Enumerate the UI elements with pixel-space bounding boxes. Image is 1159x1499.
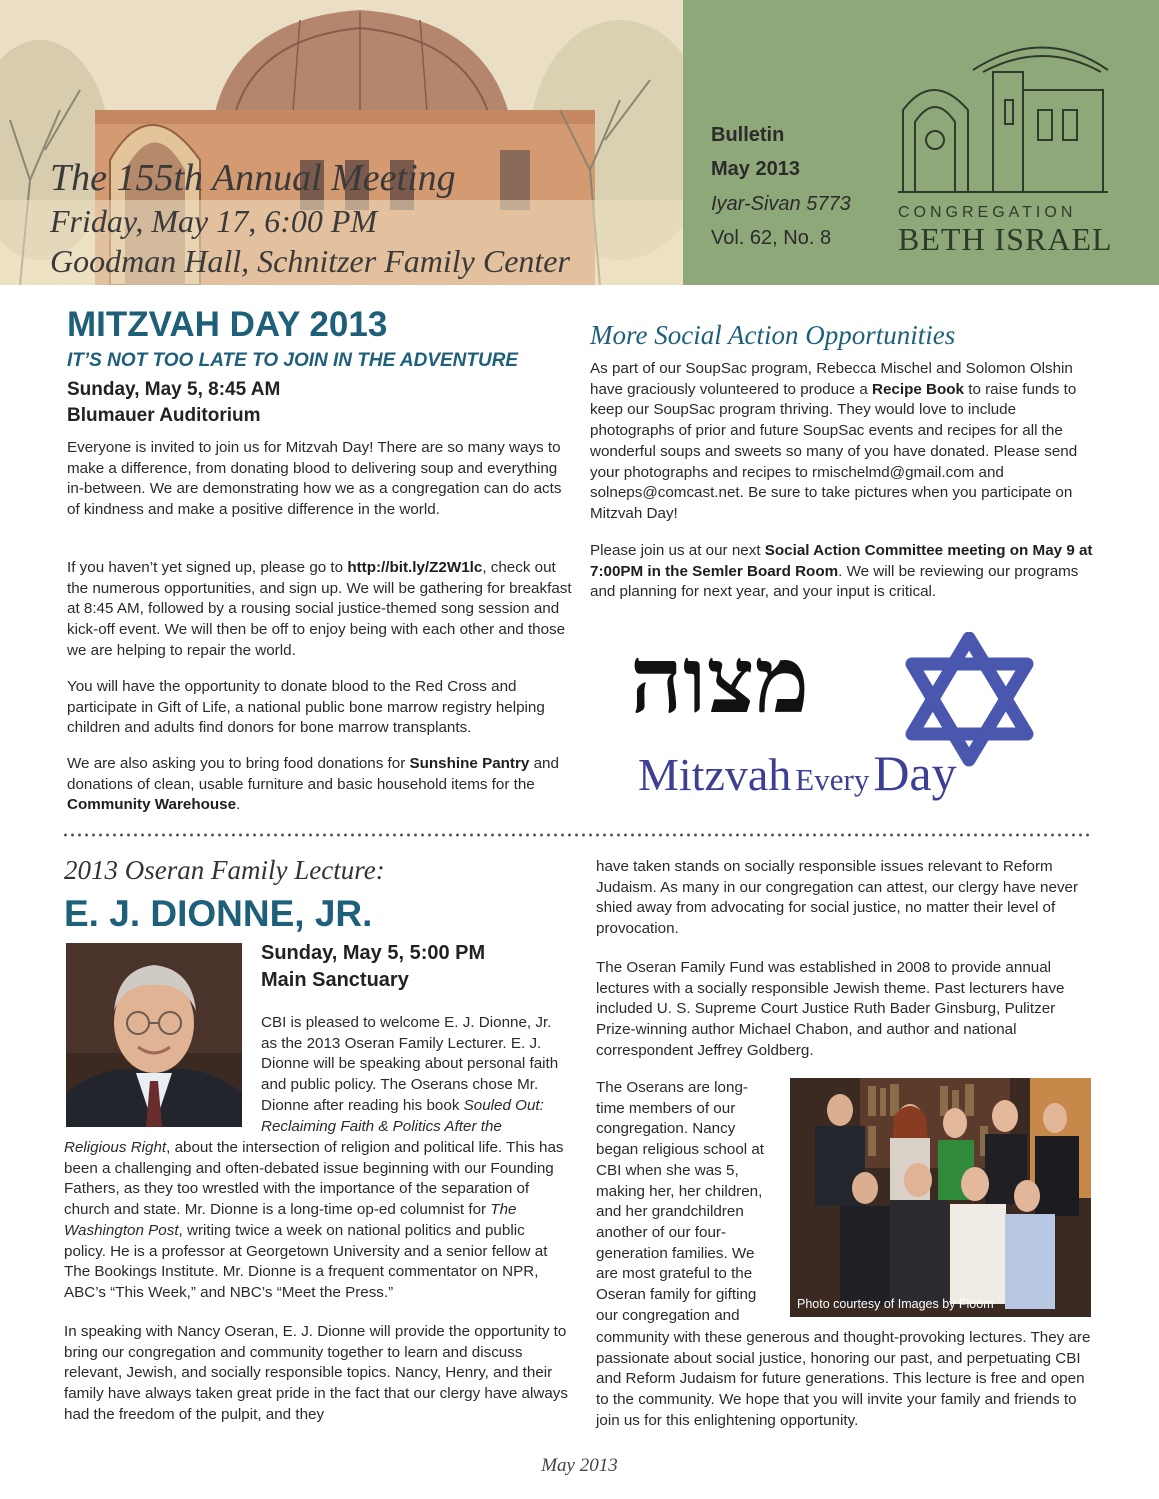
sunshine-pantry: Sunshine Pantry: [409, 755, 530, 772]
text-run: Please join us at our next: [590, 542, 765, 559]
mitzvah-every-day-logo: [630, 626, 1050, 807]
meeting-datetime: Friday, May 17, 6:00 PM: [50, 203, 378, 239]
volume-number: Vol. 62, No. 8: [711, 227, 832, 249]
dionne-portrait: [66, 943, 242, 1127]
oseran-family-photo: [790, 1078, 1091, 1317]
lecture-paragraph-1-top: [261, 1013, 561, 1137]
mitzvah-day-subtitle: IT’S NOT TOO LATE TO JOIN IN THE ADVENTURE: [67, 350, 519, 371]
text-run: . We will be reviewing our programs and planning for next year, and your input is critical.: [590, 562, 1079, 601]
logo-word-day: Day: [873, 745, 957, 801]
photo-credit: Photo courtesy of Images by Floom: [797, 1297, 994, 1311]
hebrew-mitzvah-word: מצוה: [630, 626, 810, 734]
text-run: , about the intersection of religion and political life. This has been a challenging and often-debated issue beginning with our Founding Fathers, as they too wrestled with the importance of the separation of church and state. Mr. Dionne is a long-time op-ed columnist for: [64, 1139, 564, 1219]
book-title: Souled Out: Reclaiming Faith & Politics After the: [261, 1096, 544, 1135]
lecture-kicker: 2013 Oseran Family Lecture:: [64, 855, 385, 885]
mitzvah-day-title: MITZVAH DAY 2013: [67, 305, 388, 344]
header-illustration: [0, 0, 683, 285]
text-run: As part of our SoupSac program, Rebecca Mischel and Solomon Olshin have graciously volunteered to produce a: [590, 360, 1073, 398]
meeting-title: The 155th Annual Meeting: [50, 157, 456, 199]
org-name-line1: CONGREGATION: [898, 204, 1077, 221]
social-paragraph-2: [590, 541, 1095, 603]
section-divider: [62, 833, 1092, 837]
text-run: , writing twice a week on national politics and public policy. He is a professor at Georgetown University and a senior fellow at The Bookings Institute. Mr. Dionne is a frequent commentator on NPR, ABC’s “This Week,” and NBC’s “Meet the Press.”: [64, 1221, 548, 1301]
lecture-time: Sunday, May 5, 5:00 PM: [261, 942, 486, 964]
text-run: to raise funds to keep our SoupSac program thriving. They would love to include photographs of prior and future SoupSac events and recipes for all the wonderful soups and sweets so many of you have donated. Please send your photographs and recipes to rmischelmd@gmail.com and solneps@comcast.net. Be sure to take pictures when you participate on Mitzvah Day!: [590, 380, 1078, 522]
community-warehouse: Community Warehouse: [67, 796, 237, 814]
mitzvah-paragraph-1: Everyone is invited to join us for Mitzvah Day! There are so many ways to make a difference, from donating blood to delivering soup and everything in-between. We are demonstrating how we as a congregation can do acts of kindness and make a positive difference in the world.: [67, 439, 562, 519]
mitzvah-paragraph-4: [67, 754, 572, 816]
mitzvah-day-location: Blumauer Auditorium: [67, 405, 261, 426]
lecture-paragraph-2: In speaking with Nancy Oseran, E. J. Dionne will provide the opportunity to bring our congregation and community together to learn and discuss relevant, Jewish, and socially responsible topics. Nancy, Henry, and their family have always taken great pride in the fact that our clergy have always had the freedom of the pulpit, and they: [64, 1323, 568, 1423]
hebrew-date: Iyar-Sivan 5773: [711, 193, 851, 215]
meeting-location: Goodman Hall, Schnitzer Family Center: [50, 243, 570, 279]
text-run: We are also asking you to bring food donations for: [67, 755, 410, 772]
text-run: If you haven’t yet signed up, please go to: [67, 559, 348, 576]
mitzvah-day-time: Sunday, May 5, 8:45 AM: [67, 379, 281, 400]
lecture-paragraph-4: The Oseran Family Fund was established in 2008 to provide annual lectures with a socially responsible Jewish theme. Past lecturers have included U. S. Supreme Court Justice Ruth Bader Ginsburg, Pulitzer Prize-winning author Michael Chabon, and author and national correspondent Jeffrey Goldberg.: [596, 959, 1065, 1059]
issue-month: May 2013: [711, 158, 800, 180]
mitzvah-paragraph-3: You will have the opportunity to donate blood to the Red Cross and participate in Gift of Life, a national public bone marrow registry helping children and adults find donors for bone marrow transplants.: [67, 678, 545, 737]
header-masthead: [683, 0, 1159, 285]
book-title-end: Religious Right: [64, 1139, 167, 1156]
lecture-paragraph-3: have taken stands on socially responsible issues relevant to Reform Judaism. As many in our congregation can attest, our clergy have never shied away from advocating for social justice, no matter their level of provocation.: [596, 858, 1079, 938]
signup-link[interactable]: http://bit.ly/Z2W1lc: [347, 559, 483, 576]
newspaper-name: The Washington Post: [64, 1201, 517, 1239]
family-photo: [790, 1078, 1091, 1317]
social-paragraph-1: [590, 359, 1095, 525]
social-action-title: More Social Action Opportunities: [590, 320, 956, 350]
logo-word-mitzvah: Mitzvah: [638, 749, 792, 800]
lecture-location: Main Sanctuary: [261, 969, 409, 991]
page-footer: May 2013: [541, 1455, 618, 1476]
mitzvah-every-day-wordmark: [638, 744, 957, 802]
text-run: CBI is pleased to welcome E. J. Dionne, Jr. as the 2013 Oseran Family Lecturer. E. J. Dionne will be speaking about personal faith and public policy. The Oserans chose Mr. Dionne after reading his book: [261, 1014, 559, 1114]
portrait-photo: [66, 943, 242, 1127]
org-name-line2: BETH ISRAEL: [898, 221, 1113, 257]
text-run: , check out the numerous opportunities, and sign up. We will be gathering for breakfast at 8:45 AM, followed by a rousing social justice-themed song session and kick-off event. We will then be off to enjoy being with each other and those we are helping to repair the world.: [67, 559, 572, 659]
logo-word-every: Every: [795, 762, 870, 797]
mitzvah-paragraph-2: [67, 558, 572, 662]
recipe-book: Recipe Book: [872, 380, 964, 398]
committee-meeting: Social Action Committee meeting on May 9 at 7:00PM in the Semler Board Room: [590, 542, 1093, 580]
text-run: and donations of clean, usable furniture and basic household items for the: [67, 755, 559, 793]
lecture-paragraph-5-bottom: community with these generous and thought-provoking lectures. They are passionate about social justice, honoring our past, and perpetuating CBI and Reform Judaism for future generations. This lecture is free and open to the community. We hope that you will invite your family and friends to join us for this enlightening opportunity.: [596, 1329, 1091, 1429]
text-run: .: [236, 796, 241, 814]
lecture-paragraph-1-bottom: [64, 1138, 564, 1304]
congregation-logo-icon: [893, 30, 1123, 210]
bulletin-label: Bulletin: [711, 124, 785, 146]
lecturer-name: E. J. DIONNE, JR.: [64, 893, 373, 934]
lecture-paragraph-5-top: The Oserans are long-time members of our congregation. Nancy began religious school at CBI when she was 5, making her, her children, and her grandchildren another of our four-generation families. We are most grateful to the Oseran family for gifting our congregation and: [596, 1079, 765, 1324]
